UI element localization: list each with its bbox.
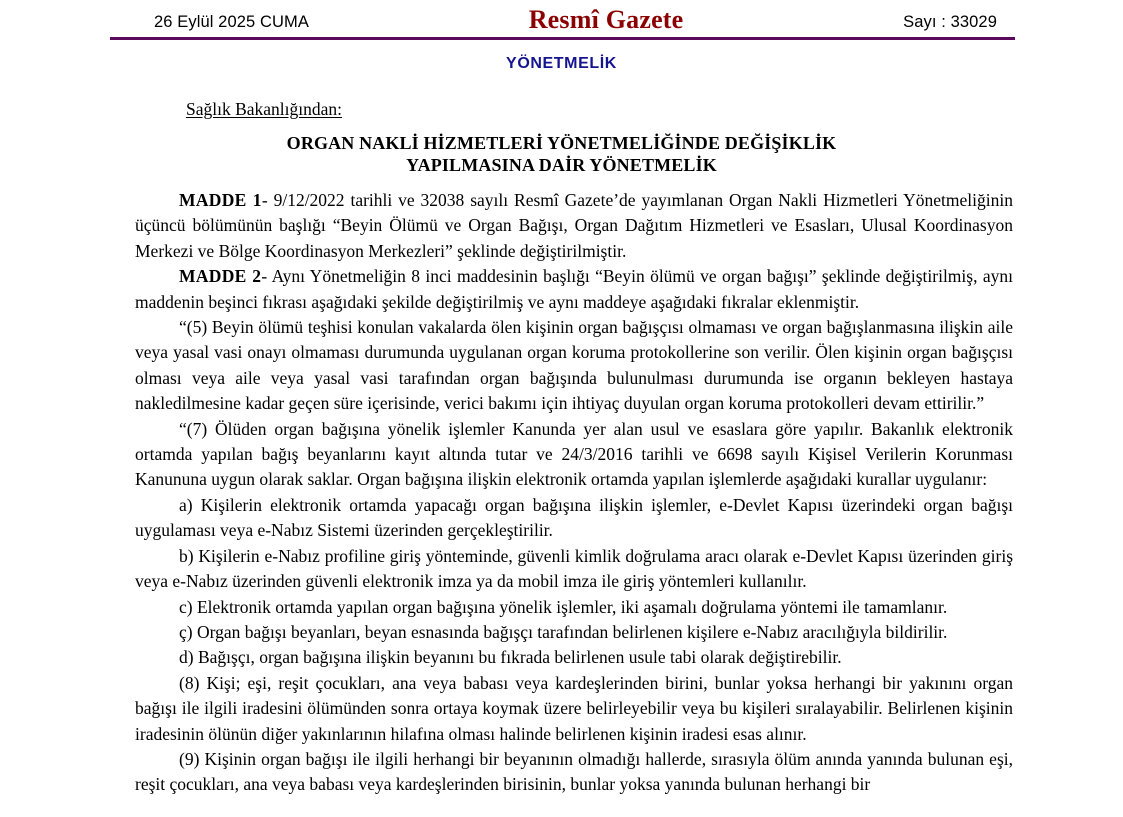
clause-7-item-c-cedilla: ç) Organ bağışı beyanları, beyan esnasında bağışçı tarafından belirlenen kişilere e-Nabız aracılığıyla bildirilir.	[179, 621, 948, 642]
article-1-label: MADDE 1	[179, 190, 262, 210]
document-title-line-1: ORGAN NAKLİ HİZMETLERİ YÖNETMELİĞİNDE DEĞİŞİKLİK	[286, 133, 837, 153]
issuing-authority: Sağlık Bakanlığından:	[186, 99, 343, 119]
issuer-block	[186, 99, 1123, 120]
clause-7-paragraph: “(7) Ölüden organ bağışına yönelik işlemler Kanunda yer alan usul ve esaslara göre yapılır. Bakanlık elektronik ortamda yapılan bağış beyanlarını kayıt altında tutar ve 24/3/2016 tarihli ve 6698 sayılı Kişisel Verilerin Korunması Kanununa uygun olarak saklar. Organ bağışına ilişkin elektronik ortamda yapılan işlemlerde aşağıdaki kurallar uygulanır:	[135, 418, 1013, 490]
clause-7-item-d: d) Bağışçı, organ bağışına ilişkin beyanını bu fıkrada belirlenen usule tabi olarak değiştirebilir.	[179, 647, 842, 668]
issue-number: Sayı : 33029	[903, 13, 997, 31]
clause-7-item-c: c) Elektronik ortamda yapılan organ bağışına yönelik işlemler, iki aşamalı doğrulama yöntemi ile tamamlanır.	[179, 596, 948, 617]
document-title-line-2: YAPILMASINA DAİR YÖNETMELİK	[406, 155, 717, 175]
section-kind-heading: YÖNETMELİK	[506, 55, 617, 72]
article-1-text: - 9/12/2022 tarihli ve 32038 sayılı Resmî Gazete’de yayımlanan Organ Nakli Hizmetleri Yönetmeliğinin üçüncü bölümünün başlığı “Beyin Ölümü ve Organ Bağışı, Organ Dağıtım Hizmetleri ve Esasları, Ulusal Koordinasyon Merkezi ve Bölge Koordinasyon Merkezleri” şeklinde değiştirilmiştir.	[135, 190, 1013, 261]
masthead	[110, 0, 1015, 38]
clause-8-paragraph: (8) Kişi; eşi, reşit çocukları, ana veya babası veya kardeşlerinden birini, bunlar yoksa herhangi bir yakınını organ bağışı ile ilgili iradesini ölümünden sonra ortaya koymak üzere belirleyebilir veya bu kişileri sıralayabilir. Belirlenen kişinin iradesinin ölünün diğer yakınlarının hilafına olması halinde belirlenen kişinin iradesi esas alınır.	[135, 672, 1013, 744]
publication-date: 26 Eylül 2025 CUMA	[154, 13, 309, 31]
article-2-label: MADDE 2	[179, 266, 262, 287]
document-title	[132, 132, 991, 176]
clause-7-item-b: b) Kişilerin e-Nabız profiline giriş yönteminde, güvenli kimlik doğrulama aracı olarak e-Devlet Kapısı üzerinden giriş veya e-Nabız üzerinden güvenli elektronik imza ya da mobil imza ile giriş yöntemleri kullanılır.	[135, 545, 1013, 592]
masthead-row	[110, 0, 1015, 34]
document-body	[135, 176, 1013, 798]
article-1-paragraph	[135, 188, 1013, 264]
article-2-paragraph	[135, 264, 1013, 315]
gazette-masthead-title: Resmî Gazete	[528, 5, 684, 34]
masthead-divider	[110, 37, 1015, 40]
clause-7-item-a: a) Kişilerin elektronik ortamda yapacağı organ bağışına ilişkin işlemler, e-Devlet Kapısı üzerindeki organ bağışı uygulaması veya e-Nabız Sistemi üzerinden gerçekleştirilir.	[135, 494, 1013, 541]
article-2-text: - Aynı Yönetmeliğin 8 inci maddesinin başlığı “Beyin ölümü ve organ bağışı” şeklinde değiştirilmiş, aynı maddenin beşinci fıkrası aşağıdaki şekilde değiştirilmiş ve aynı maddeye aşağıdaki fıkralar eklenmiştir.	[135, 266, 1013, 312]
clause-9-paragraph: (9) Kişinin organ bağışı ile ilgili herhangi bir beyanının olmadığı hallerde, sırasıyla ölüm anında yanında bulunan eşi, reşit çocukları, ana veya babası veya kardeşlerinden birisinin, bunlar yoksa yanında bulunan herhangi bir	[135, 748, 1013, 795]
clause-5-paragraph: “(5) Beyin ölümü teşhisi konulan vakalarda ölen kişinin organ bağışçısı olmaması ve organ bağışlanmasına ilişkin aile veya yasal vasi onayı olmaması durumunda uygulanan organ koruma protokollerine son verilir. Ölen kişinin organ bağışçısı olması veya aile veya yasal vasi tarafından organ bağışında bulunulması durumunda ise organın bekleyen hastaya nakledilmesine kadar geçen süre içerisinde, verici bakımı için ihtiyaç duyulan organ koruma protokolleri devam ettirilir.”	[135, 317, 1013, 414]
